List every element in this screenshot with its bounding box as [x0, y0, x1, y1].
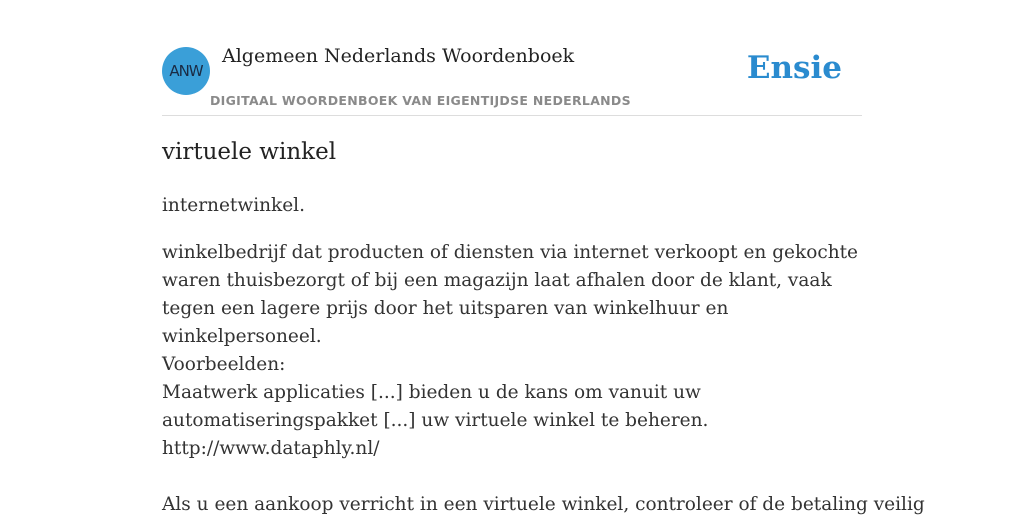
site-header	[162, 0, 862, 116]
entry-synonym: internetwinkel.	[162, 195, 305, 216]
page	[162, 0, 925, 515]
example-quote: Als u een aankoop verricht in een virtuele winkel, controleer of de betaling veilig	[162, 494, 925, 515]
examples-section	[162, 351, 925, 519]
site-title[interactable]: Algemeen Nederlands Woordenboek	[222, 45, 575, 67]
example-quote: Maatwerk applicaties [...] bieden u de kans om vanuit uw automatiseringspakket [...] uw virtuele winkel te beheren.	[162, 382, 709, 431]
spacer	[162, 463, 867, 491]
anw-logo[interactable]: ANW	[162, 47, 210, 95]
ensie-logo-link[interactable]: Ensie	[746, 50, 842, 86]
examples-label: Voorbeelden:	[162, 354, 286, 375]
site-subtitle: DIGITAAL WOORDENBOEK VAN EIGENTIJDSE NEDERLANDS	[210, 93, 631, 108]
example-source-link[interactable]: http://www.dataphly.nl/	[162, 438, 380, 459]
entry-definition: winkelbedrijf dat producten of diensten via internet verkoopt en gekochte waren thuisbezorgt of bij een magazijn laat afhalen door de klant, vaak tegen een lagere prijs door het uitsparen van winkelhuur en winkelpersoneel.	[162, 242, 859, 347]
entry-title: virtuele winkel	[162, 139, 337, 165]
